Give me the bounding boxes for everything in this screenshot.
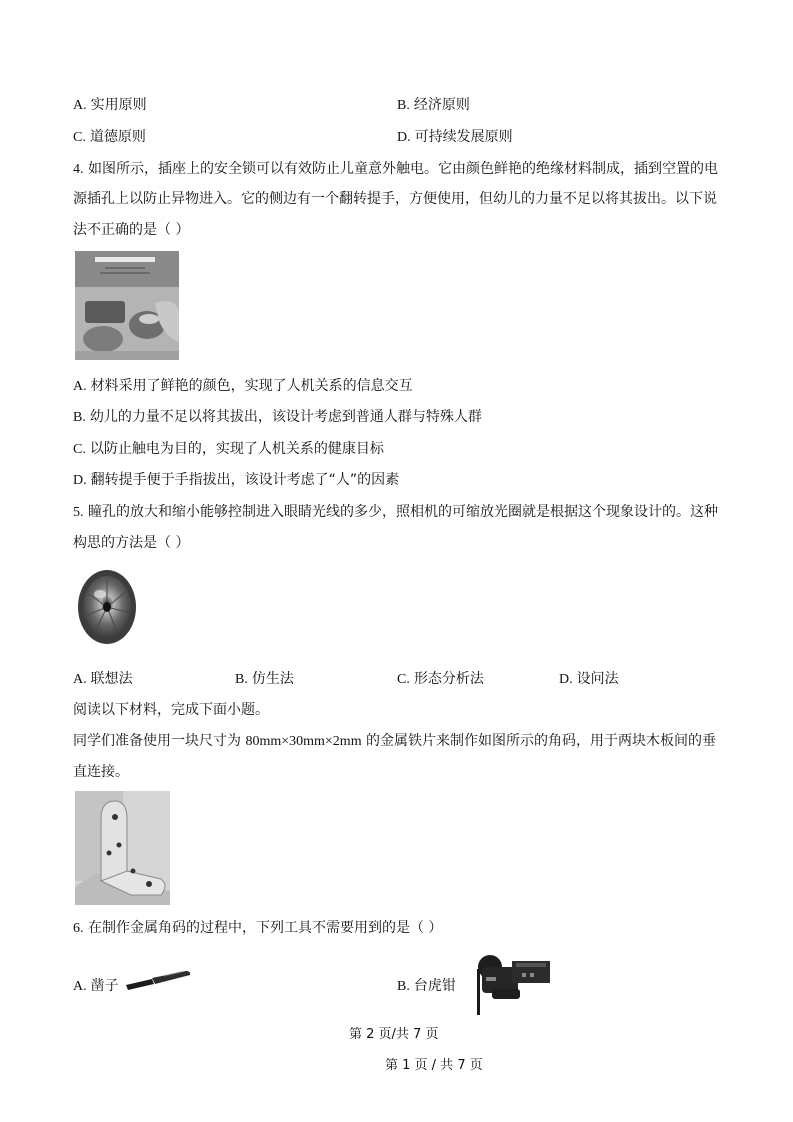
- material-line1: [73, 732, 716, 751]
- q5-stem-line1: [73, 503, 718, 522]
- option-text: 实用原则: [90, 97, 147, 113]
- option-text: 联想法: [90, 671, 133, 687]
- q4-stem-line3: 法不正确的是（ ）: [73, 222, 190, 238]
- q4-stem-line1: [73, 160, 718, 179]
- material-text: 同学们准备使用一块尺寸为: [73, 733, 241, 749]
- option-text: 以防止触电为目的，实现了人机关系的健康目标: [89, 441, 384, 457]
- option-text: 台虎钳: [413, 978, 456, 994]
- q4-option-c: [73, 440, 384, 459]
- option-letter: C.: [73, 130, 86, 145]
- material-dimensions: 80mm×30mm×2mm: [245, 734, 362, 749]
- outer-page-number: 第 1 页 / 共 7 页: [385, 1058, 483, 1073]
- option-text: 道德原则: [89, 129, 146, 145]
- bench-vise-icon: [472, 953, 554, 1017]
- q4-stem-line2: 源插孔上以防止异物进入。它的侧边有一个翻转提手，方便使用，但幼儿的力量不足以将其拔出。以下说: [73, 191, 717, 207]
- corner-bracket-photo-icon: [75, 791, 170, 905]
- option-letter: D.: [559, 672, 573, 687]
- chisel-icon: [124, 969, 192, 991]
- material-text: 的金属铁片来制作如图所示的角码，用于两块木板间的垂: [366, 733, 717, 749]
- question-text: 瞳孔的放大和缩小能够控制进入眼睛光线的多少，照相机的可缩放光圈就是根据这个现象设计的。这种: [87, 504, 718, 520]
- question-text: 在制作金属角码的过程中，下列工具不需要用到的是（ ）: [87, 920, 443, 936]
- question-number: 6.: [73, 921, 84, 936]
- q5-option-b: [235, 670, 294, 689]
- q3-option-c: [73, 128, 146, 147]
- option-letter: B.: [397, 98, 410, 113]
- option-text: 可持续发展原则: [414, 129, 513, 145]
- option-letter: B.: [73, 410, 86, 425]
- option-text: 材料采用了鲜艳的颜色，实现了人机关系的信息交互: [90, 378, 413, 394]
- material-line2: 直连接。: [73, 764, 129, 780]
- option-letter: A.: [73, 98, 87, 113]
- q3-option-b: [397, 96, 470, 115]
- option-letter: A.: [73, 379, 87, 394]
- option-text: 形态分析法: [413, 671, 484, 687]
- option-letter: D.: [73, 473, 87, 488]
- q3-option-d: [397, 128, 513, 147]
- option-letter: A.: [73, 979, 87, 994]
- q6-stem: [73, 919, 442, 938]
- q6-option-b: [397, 977, 456, 996]
- option-text: 设问法: [576, 671, 619, 687]
- option-text: 翻转提手便于手指拔出，该设计考虑了“人”的因素: [90, 472, 400, 488]
- corner-bracket-image: [75, 791, 170, 905]
- option-text: 凿子: [90, 978, 119, 994]
- question-number: 4.: [73, 162, 84, 177]
- aperture-icon: [76, 568, 138, 646]
- option-text: 经济原则: [413, 97, 470, 113]
- socket-lock-photo-icon: [75, 251, 179, 360]
- q6-option-a: [73, 977, 119, 996]
- chisel-image: [124, 969, 192, 991]
- material-intro: 阅读以下材料，完成下面小题。: [73, 702, 269, 718]
- q4-option-b: [73, 408, 482, 427]
- question-number: 5.: [73, 505, 84, 520]
- option-letter: D.: [397, 130, 411, 145]
- bench-vise-image: [472, 953, 554, 1017]
- option-letter: C.: [397, 672, 410, 687]
- inner-page-number: 第 2 页/共 7 页: [349, 1027, 439, 1042]
- option-text: 仿生法: [251, 671, 294, 687]
- q3-option-a: [73, 96, 147, 115]
- option-letter: A.: [73, 672, 87, 687]
- q5-option-c: [397, 670, 484, 689]
- option-letter: B.: [235, 672, 248, 687]
- q5-option-d: [559, 670, 619, 689]
- q5-option-a: [73, 670, 133, 689]
- option-letter: B.: [397, 979, 410, 994]
- question-text: 如图所示，插座上的安全锁可以有效防止儿童意外触电。它由颜色鲜艳的绝缘材料制成，插到空置的电: [87, 161, 718, 177]
- option-letter: C.: [73, 442, 86, 457]
- option-text: 幼儿的力量不足以将其拔出，该设计考虑到普通人群与特殊人群: [89, 409, 482, 425]
- q4-option-a: [73, 377, 413, 396]
- socket-safety-lock-image: [75, 251, 179, 360]
- q4-option-d: [73, 471, 399, 490]
- camera-aperture-image: [76, 568, 138, 646]
- q5-stem-line2: 构思的方法是（ ）: [73, 535, 190, 551]
